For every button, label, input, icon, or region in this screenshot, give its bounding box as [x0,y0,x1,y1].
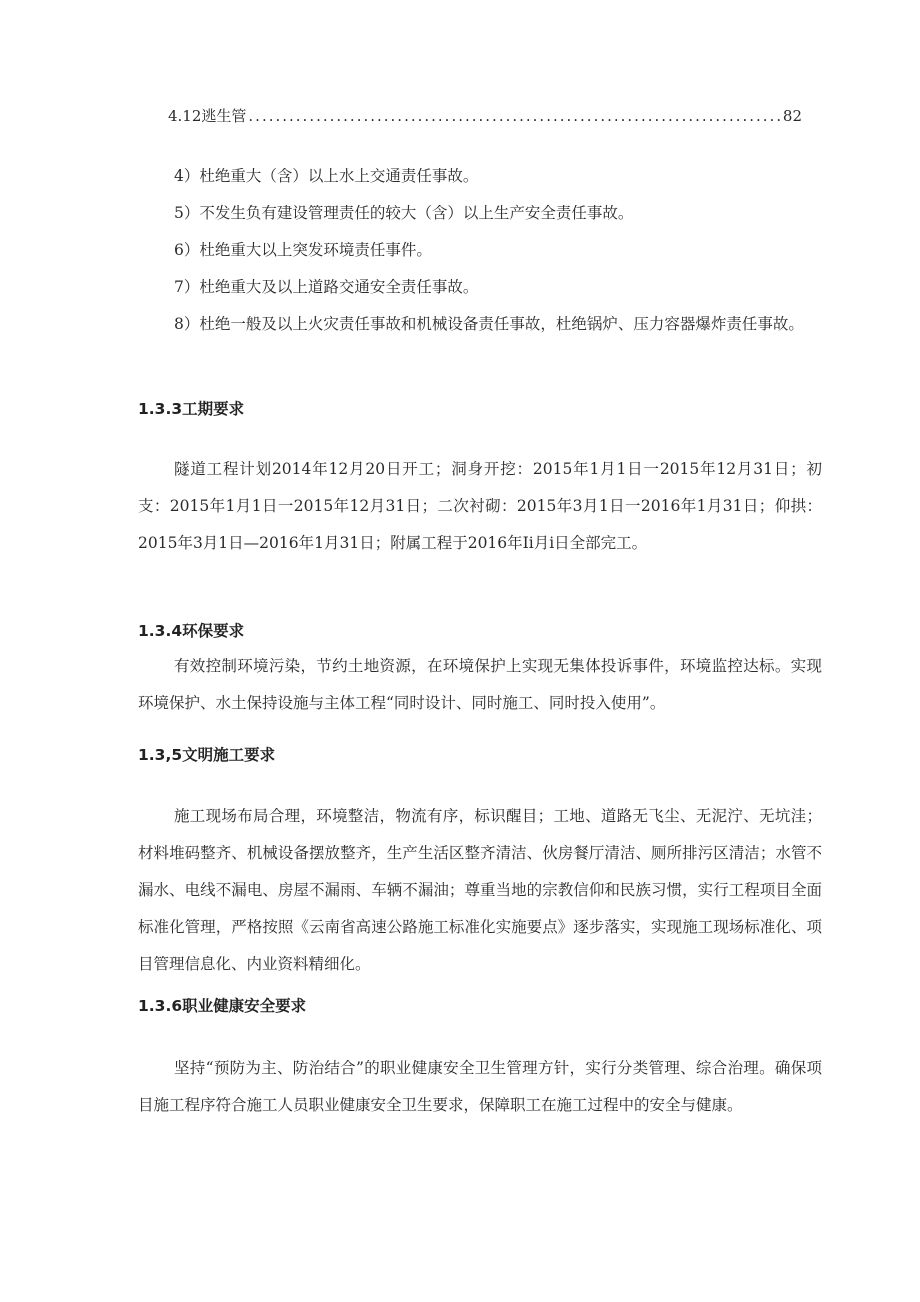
list-item: 5）不发生负有建设管理责任的较大（含）以上生产安全责任事故。 [174,204,634,222]
section-heading-civilized-construction: 1.3,5文明施工要求 [138,746,276,764]
list-item: 7）杜绝重大及以上道路交通安全责任事故。 [174,278,479,296]
toc-leader-dots [248,104,781,128]
list-item: 8）杜绝一般及以上火灾责任事故和机械设备责任事故，杜绝锅炉、压力容器爆炸责任事故。 [174,315,804,333]
toc-entry-page: 82 [782,107,802,125]
toc-entry[interactable] [168,104,802,128]
section-body-civilized-construction: 施工现场布局合理，环境整洁，物流有序，标识醒目；工地、道路无飞尘、无泥泞、无坑洼；材料堆码整齐、机械设备摆放整齐，生产生活区整齐清洁、伙房餐厅清洁、厕所排污区清洁；水管不漏水、电线不漏电、房屋不漏雨、车辆不漏油；尊重当地的宗教信仰和民族习惯，实行工程项目全面标准化管理，严格按照《云南省高速公路施工标准化实施要点》逐步落实，实现施工现场标准化、项目管理信息化、内业资料精细化。 [138,807,822,973]
toc-entry-label: 4.12逃生管 [168,107,247,125]
section-body-schedule: 隧道工程计划2014年12月20日开工；洞身开挖：2015年1月1日一2015年12月31日；初支：2015年1月1日一2015年12月31日；二次衬砌：2015年3月1日一2016年1月31日；仰拱：2015年3月1日—2016年1月31日；附属工程于2016年Ii月i日全部完工。 [138,460,822,552]
section-heading-occupational-health: 1.3.6职业健康安全要求 [138,997,307,1015]
section-body-environment: 有效控制环境污染，节约土地资源，在环境保护上实现无集体投诉事件，环境监控达标。实现环境保护、水土保持设施与主体工程“同时设计、同时施工、同时投入使用”。 [138,657,822,712]
section-body-occupational-health: 坚持“预防为主、防治结合”的职业健康安全卫生管理方针，实行分类管理、综合治理。确保项目施工程序符合施工人员职业健康安全卫生要求，保障职工在施工过程中的安全与健康。 [138,1059,822,1114]
section-heading-environment: 1.3.4环保要求 [138,622,245,640]
section-heading-schedule: 1.3.3工期要求 [138,400,245,418]
list-item: 6）杜绝重大以上突发环境责任事件。 [174,241,432,259]
list-item: 4）杜绝重大（含）以上水上交通责任事故。 [174,167,479,185]
